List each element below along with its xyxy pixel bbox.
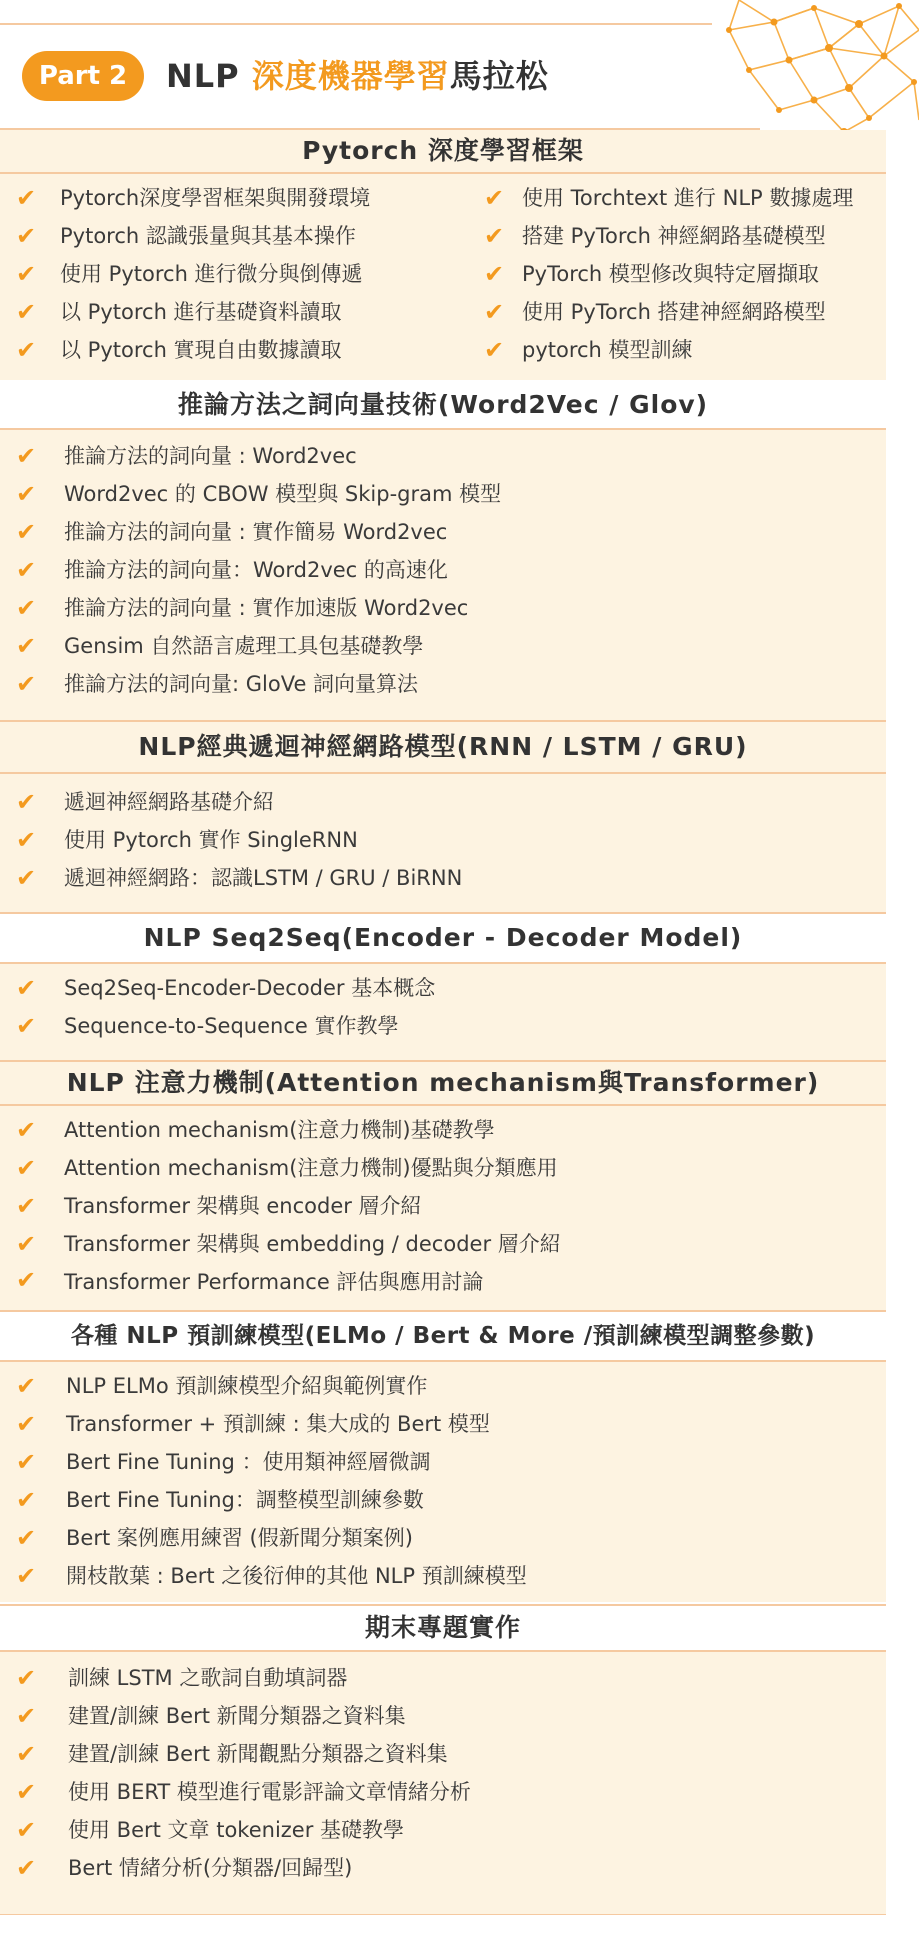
- item-text: 遞迴神經網路基礎介紹: [64, 790, 274, 814]
- check-icon: ✔: [16, 1012, 37, 1040]
- item-text: 使用 Pytorch 進行微分與倒傳遞: [60, 262, 363, 286]
- check-icon: ✔: [16, 1486, 37, 1514]
- check-icon: ✔: [16, 974, 37, 1002]
- item-text: 遞迴神經網路：認識LSTM / GRU / BiRNN: [64, 866, 463, 890]
- check-icon: ✔: [16, 1410, 37, 1438]
- check-icon: ✔: [16, 1524, 37, 1552]
- item-text: 以 Pytorch 實現自由數據讀取: [60, 338, 342, 362]
- check-icon: ✔: [16, 480, 37, 508]
- item-text: Attention mechanism(注意力機制)基礎教學: [64, 1118, 495, 1142]
- section-body: [0, 1106, 886, 1310]
- section-body: [0, 174, 886, 380]
- check-icon: ✔: [16, 594, 37, 622]
- item-text: 使用 Pytorch 實作 SingleRNN: [64, 828, 358, 852]
- check-icon: ✔: [16, 1562, 37, 1590]
- section-title: 推論方法之詞向量技術(Word2Vec / Glov): [0, 382, 886, 430]
- section-title: 期末專題實作: [0, 1604, 886, 1652]
- item-text: NLP ELMo 預訓練模型介紹與範例實作: [66, 1374, 428, 1398]
- check-icon: ✔: [16, 1230, 37, 1258]
- item-text: 建置/訓練 Bert 新聞分類器之資料集: [68, 1704, 406, 1728]
- item-text: Pytorch 認識張量與其基本操作: [60, 224, 356, 248]
- item-text: 使用 Bert 文章 tokenizer 基礎教學: [68, 1818, 405, 1842]
- item-text: Transformer 架構與 encoder 層介紹: [64, 1194, 422, 1218]
- item-text: Bert 情緒分析(分類器/回歸型): [68, 1856, 353, 1880]
- item-text: 使用 BERT 模型進行電影評論文章情緒分析: [68, 1780, 471, 1804]
- check-icon: ✔: [484, 222, 505, 250]
- check-icon: ✔: [16, 184, 37, 212]
- item-text: 推論方法的詞向量: GloVe 詞向量算法: [64, 672, 419, 696]
- check-icon: ✔: [16, 632, 37, 660]
- check-icon: ✔: [484, 336, 505, 364]
- part-badge: Part 2: [22, 51, 144, 101]
- network-mesh-icon: [719, 0, 919, 140]
- section-body: [0, 430, 886, 720]
- check-icon: ✔: [16, 1778, 37, 1806]
- check-icon: ✔: [16, 864, 37, 892]
- check-icon: ✔: [16, 298, 37, 326]
- check-icon: ✔: [16, 1116, 37, 1144]
- check-icon: ✔: [16, 442, 37, 470]
- check-icon: ✔: [16, 1664, 37, 1692]
- check-icon: ✔: [16, 1372, 37, 1400]
- check-icon: ✔: [16, 788, 37, 816]
- item-text: 建置/訓練 Bert 新聞觀點分類器之資料集: [68, 1742, 448, 1766]
- title-suffix: 馬拉松: [449, 57, 549, 95]
- top-rule: [0, 23, 712, 25]
- check-icon: ✔: [16, 222, 37, 250]
- item-text: 推論方法的詞向量：Word2vec 的高速化: [64, 558, 448, 582]
- check-icon: ✔: [16, 1266, 37, 1294]
- check-icon: ✔: [16, 336, 37, 364]
- item-text: Transformer 架構與 embedding / decoder 層介紹: [64, 1232, 561, 1256]
- page-header: [0, 0, 919, 130]
- item-text: 以 Pytorch 進行基礎資料讀取: [60, 300, 342, 324]
- check-icon: ✔: [16, 670, 37, 698]
- title-highlight: 深度機器學習: [251, 57, 450, 95]
- section-title: NLP經典遞迴神經網路模型(RNN / LSTM / GRU): [0, 720, 886, 774]
- check-icon: ✔: [484, 260, 505, 288]
- section-body: [0, 964, 886, 1060]
- item-text: 開枝散葉 : Bert 之後衍伸的其他 NLP 預訓練模型: [66, 1564, 527, 1588]
- item-text: Bert Fine Tuning ：使用類神經層微調: [66, 1450, 431, 1474]
- check-icon: ✔: [16, 1154, 37, 1182]
- item-text: 使用 PyTorch 搭建神經網路模型: [522, 300, 826, 324]
- item-text: Bert Fine Tuning：調整模型訓練參數: [66, 1488, 424, 1512]
- section-title: NLP Seq2Seq(Encoder - Decoder Model): [0, 912, 886, 964]
- item-text: PyTorch 模型修改與特定層擷取: [522, 262, 819, 286]
- section-title: Pytorch 深度學習框架: [0, 130, 886, 174]
- check-icon: ✔: [16, 1192, 37, 1220]
- item-text: Bert 案例應用練習 (假新聞分類案例): [66, 1526, 413, 1550]
- item-text: 推論方法的詞向量 : 實作加速版 Word2vec: [64, 596, 469, 620]
- item-text: 訓練 LSTM 之歌詞自動填詞器: [68, 1666, 348, 1690]
- check-icon: ✔: [16, 1854, 37, 1882]
- section-body: [0, 1362, 886, 1602]
- check-icon: ✔: [16, 1740, 37, 1768]
- title-prefix: NLP: [166, 57, 252, 95]
- check-icon: ✔: [16, 826, 37, 854]
- check-icon: ✔: [484, 184, 505, 212]
- item-text: Sequence-to-Sequence 實作教學: [64, 1014, 399, 1038]
- check-icon: ✔: [16, 1448, 37, 1476]
- item-text: Attention mechanism(注意力機制)優點與分類應用: [64, 1156, 558, 1180]
- section-title: NLP 注意力機制(Attention mechanism與Transformer): [0, 1060, 886, 1106]
- section-body: [0, 774, 886, 912]
- item-text: 使用 Torchtext 進行 NLP 數據處理: [522, 186, 854, 210]
- item-text: Word2vec 的 CBOW 模型與 Skip-gram 模型: [64, 482, 502, 506]
- item-text: Seq2Seq-Encoder-Decoder 基本概念: [64, 976, 436, 1000]
- check-icon: ✔: [16, 260, 37, 288]
- item-text: Pytorch深度學習框架與開發環境: [60, 186, 371, 210]
- check-icon: ✔: [484, 298, 505, 326]
- item-text: Transformer + 預訓練 : 集大成的 Bert 模型: [66, 1412, 490, 1436]
- item-text: 推論方法的詞向量 : Word2vec: [64, 444, 357, 468]
- check-icon: ✔: [16, 556, 37, 584]
- item-text: 搭建 PyTorch 神經網路基礎模型: [522, 224, 826, 248]
- item-text: Transformer Performance 評估與應用討論: [64, 1270, 484, 1294]
- item-text: pytorch 模型訓練: [522, 338, 693, 362]
- check-icon: ✔: [16, 518, 37, 546]
- item-text: 推論方法的詞向量 : 實作簡易 Word2vec: [64, 520, 448, 544]
- item-text: Gensim 自然語言處理工具包基礎教學: [64, 634, 424, 658]
- page-title: [166, 52, 549, 100]
- section-body: [0, 1652, 886, 1915]
- check-icon: ✔: [16, 1702, 37, 1730]
- check-icon: ✔: [16, 1816, 37, 1844]
- section-title: 各種 NLP 預訓練模型(ELMo / Bert & More /預訓練模型調整參數): [0, 1310, 886, 1362]
